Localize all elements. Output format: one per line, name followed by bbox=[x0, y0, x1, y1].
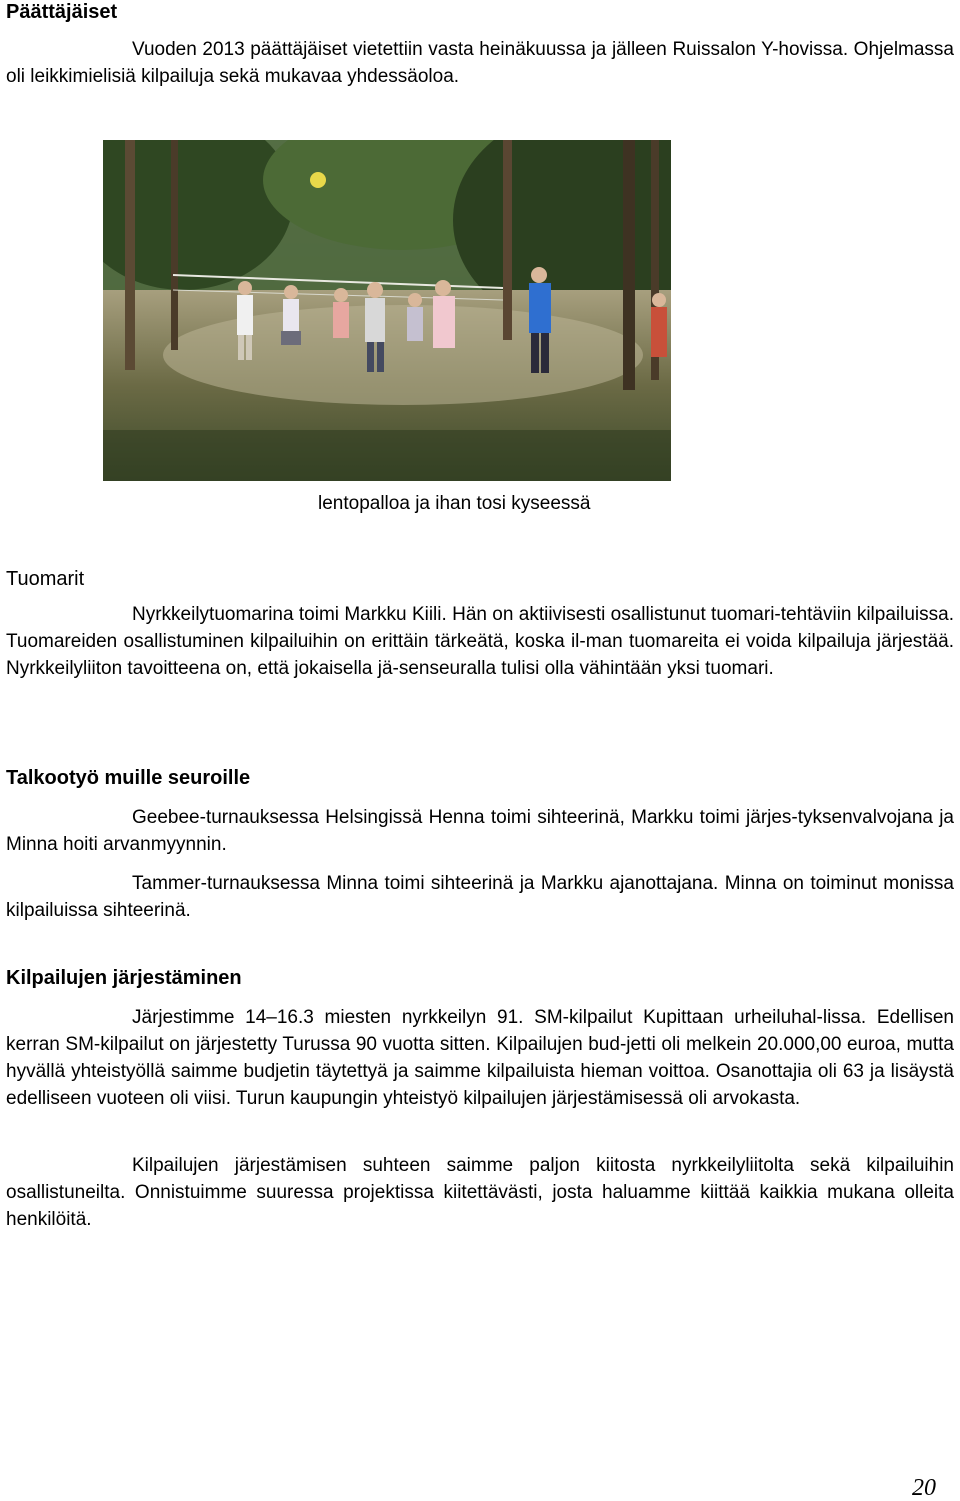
photo-caption: lentopalloa ja ihan tosi kyseessä bbox=[318, 493, 591, 514]
heading-talkootyo: Talkootyö muille seuroille bbox=[6, 767, 251, 789]
paragraph-kilpailujen-1: Järjestimme 14–16.3 miesten nyrkkeilyn 91. SM-kilpailut Kupittaan urheiluhal-lissa. Edellisen kerran SM-kilpailut on järjestetty Turussa 90 vuotta sitten. Kilpailujen bud-jetti oli melkein 20.000,00 euroa, mutta hyvällä yhteistyöllä saimme budjetin täytettyä ja saimme kilpailuista hieman voittoa. Osanottajia oli 63 ja lisäystä edelliseen vuoteen oli viisi. Turun kaupungin yhteistyö kilpailujen järjestämisessä oli arvokasta. bbox=[6, 1007, 954, 1109]
page-number: 20 bbox=[912, 1475, 936, 1501]
paragraph-tuomarit: Nyrkkeilytuomarina toimi Markku Kiili. Hän on aktiivisesti osallistunut tuomari-tehtäviin kilpailuissa. Tuomareiden osallistuminen kilpailuihin on erittäin tärkeätä, koska il-man tuomareita ei voida kilpailuja järjestää. Nyrkkeilyliiton tavoitteena on, että jokaisella jä-senseuralla tulisi olla vähintään yksi tuomari. bbox=[6, 604, 954, 679]
paragraph-talkootyo-2: Tammer-turnauksessa Minna toimi sihteerinä ja Markku ajanottajana. Minna on toiminut monissa kilpailuissa sihteerinä. bbox=[6, 873, 954, 921]
paragraph-paattajaiset: Vuoden 2013 päättäjäiset vietettiin vasta heinäkuussa ja jälleen Ruissalon Y-hovissa. Ohjelmassa oli leikkimielisiä kilpailuja sekä mukavaa yhdessäoloa. bbox=[6, 39, 954, 87]
paragraph-talkootyo-1: Geebee-turnauksessa Helsingissä Henna toimi sihteerinä, Markku toimi järjes-tyksenvalvojana ja Minna hoiti arvanmyynnin. bbox=[6, 807, 954, 855]
volleyball-photo bbox=[103, 140, 671, 481]
paragraph-kilpailujen-2: Kilpailujen järjestämisen suhteen saimme paljon kiitosta nyrkkeilyliitolta sekä kilpailuihin osallistuneilta. Onnistuimme suuressa projektissa kiitettävästi, josta haluamme kiittää kaikkia mukana olleita henkilöitä. bbox=[6, 1155, 954, 1230]
heading-kilpailujen: Kilpailujen järjestäminen bbox=[6, 967, 242, 989]
heading-paattajaiset: Päättäjäiset bbox=[6, 1, 118, 23]
heading-tuomarit: Tuomarit bbox=[6, 568, 85, 590]
